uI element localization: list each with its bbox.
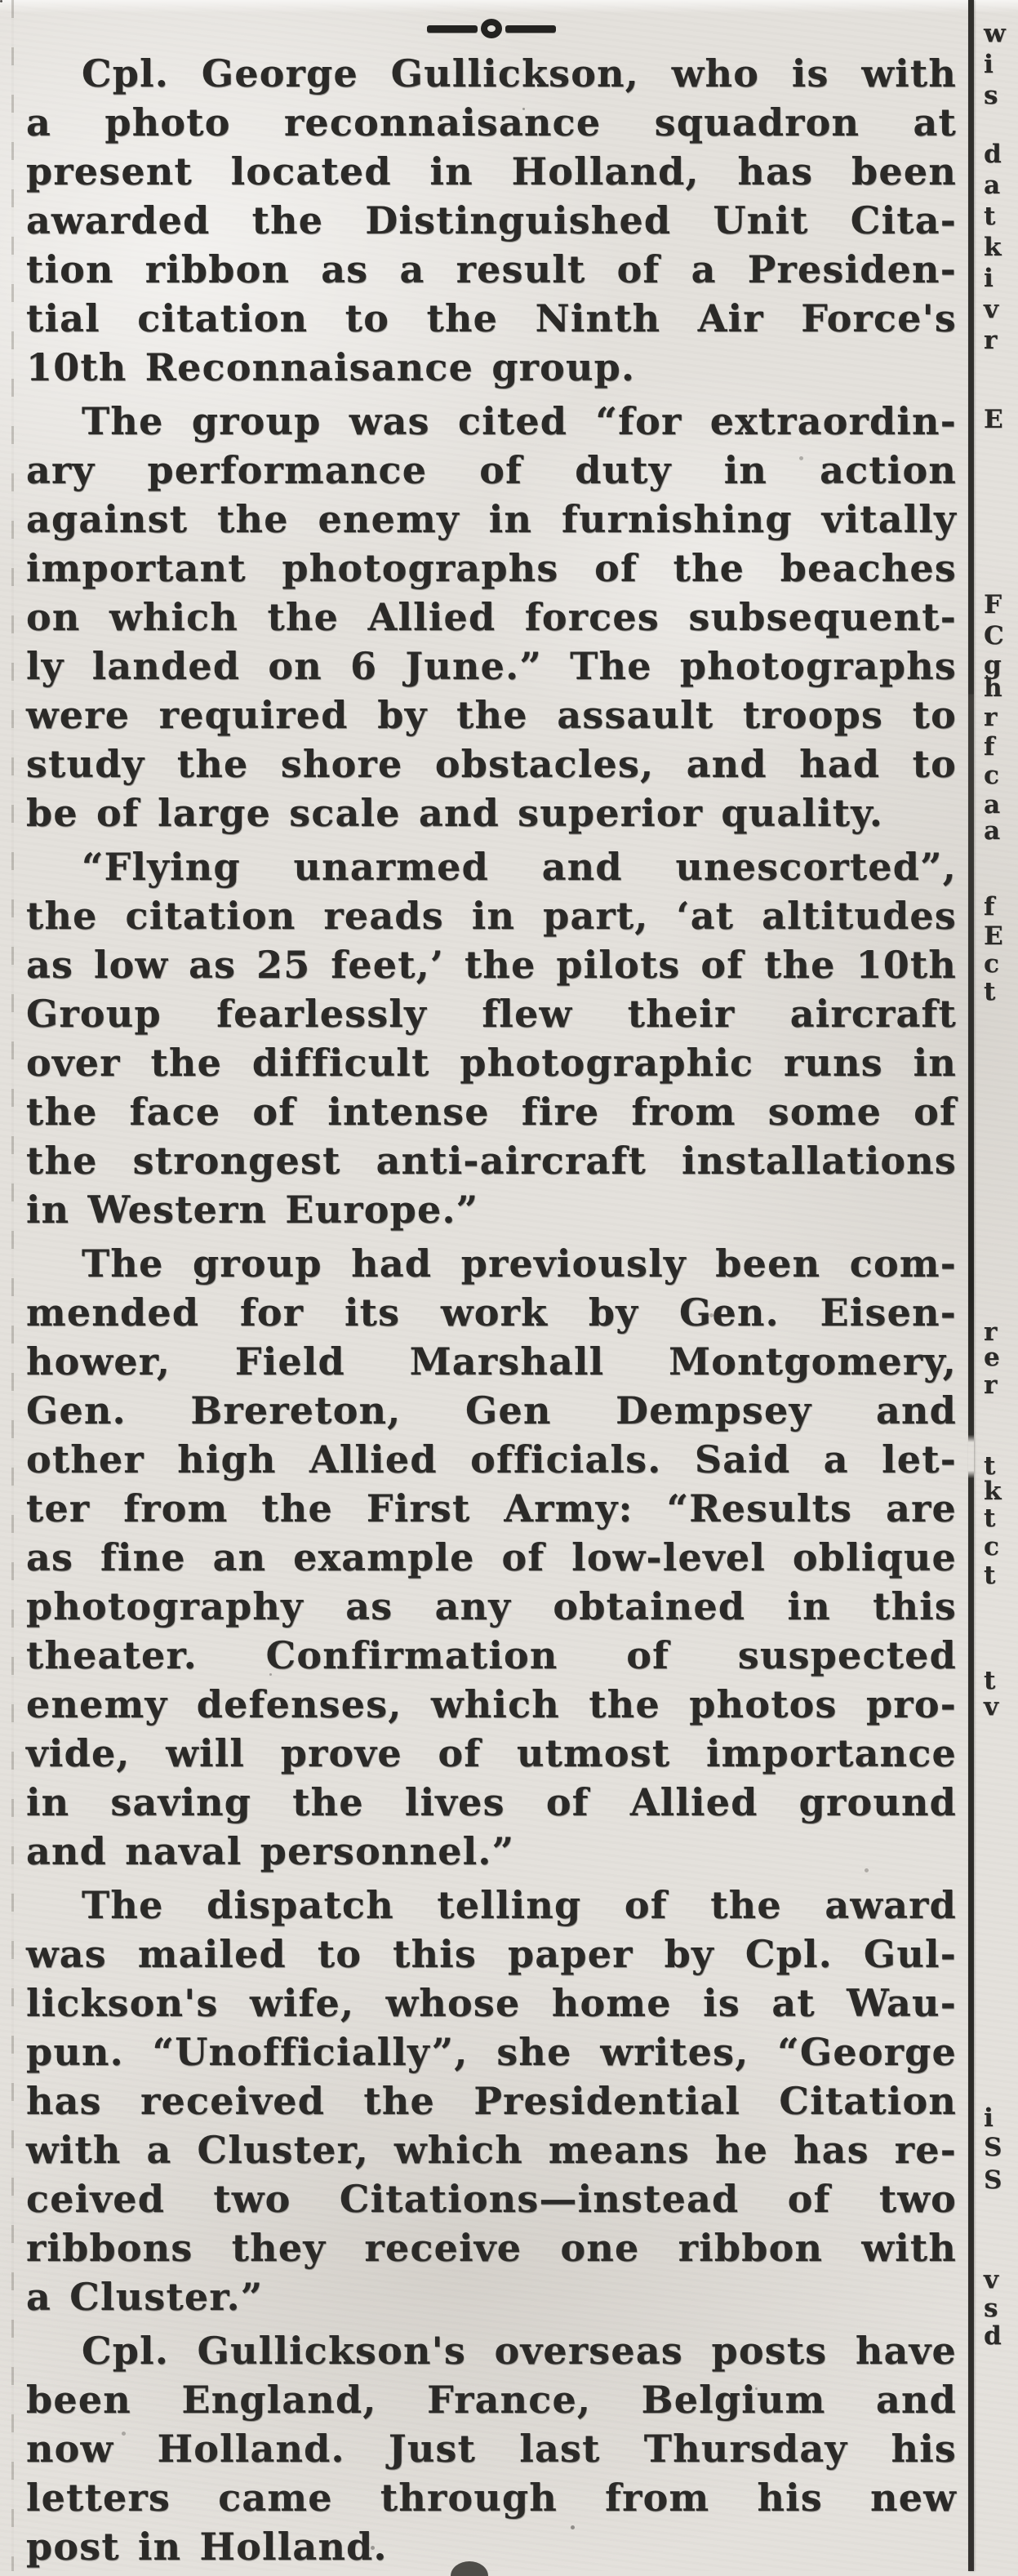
text-line: Cpl. Gullickson's overseas posts have bbox=[82, 2329, 957, 2373]
paper-specks bbox=[0, 0, 2, 2]
clipped-letter: k bbox=[984, 233, 1002, 262]
clipped-letter: S bbox=[984, 2165, 1002, 2195]
clipped-letter: a bbox=[984, 790, 1001, 819]
clipped-letter: v bbox=[984, 1692, 999, 1721]
text-line: ary performance of duty in action bbox=[26, 448, 957, 492]
clipped-letter: w bbox=[984, 19, 1006, 48]
clipped-letter: v bbox=[984, 295, 999, 324]
text-line: be of large scale and superior quality. bbox=[26, 791, 884, 835]
text-line: on which the Allied forces subsequent- bbox=[26, 595, 957, 639]
text-line: ter from the First Army: “Results are bbox=[26, 1486, 957, 1530]
clipped-letter: k bbox=[984, 1477, 1002, 1506]
clipped-letter: s bbox=[984, 81, 998, 110]
text-line: pun. “Unofficially”, she writes, “George bbox=[26, 2030, 957, 2074]
clipped-letter: t bbox=[984, 1666, 996, 1695]
clipped-letter: i bbox=[984, 50, 994, 79]
text-line: ly landed on 6 June.” The photographs bbox=[26, 644, 957, 688]
text-line: other high Allied officials. Said a let- bbox=[26, 1437, 957, 1481]
divider-right-dash bbox=[505, 25, 556, 33]
text-line: been England, France, Belgium and bbox=[26, 2378, 957, 2422]
text-line: a photo reconnaisance squadron at bbox=[26, 100, 957, 144]
text-line: and naval personnel.” bbox=[26, 1829, 515, 1873]
article-paragraph bbox=[26, 397, 957, 837]
clipped-letter: S bbox=[984, 2133, 1002, 2162]
adjacent-column-fragments bbox=[981, 0, 1018, 2571]
text-line: Gen. Brereton, Gen Dempsey and bbox=[26, 1388, 957, 1432]
text-line: The group had previously been com- bbox=[82, 1241, 957, 1286]
text-line: ribbons they receive one ribbon with bbox=[26, 2226, 957, 2270]
clipped-letter: f bbox=[984, 892, 995, 922]
text-line: enemy defenses, which the photos pro- bbox=[26, 1682, 957, 1726]
clipped-letter: d bbox=[984, 140, 1002, 169]
text-line: important photographs of the beaches bbox=[26, 546, 957, 590]
text-line: were required by the assault troops to bbox=[26, 693, 957, 737]
text-line: against the enemy in furnishing vitally bbox=[26, 497, 957, 541]
text-line: post in Holland. bbox=[26, 2525, 388, 2569]
clipped-letter: C bbox=[984, 621, 1004, 651]
divider-left-dash bbox=[427, 25, 478, 33]
text-line: has received the Presidential Citation bbox=[26, 2079, 957, 2123]
clipped-letter: t bbox=[984, 1503, 996, 1533]
clipped-letter: a bbox=[984, 816, 1001, 846]
text-line: in Western Europe.” bbox=[26, 1188, 479, 1232]
text-line: Cpl. George Gullickson, who is with bbox=[82, 51, 957, 95]
article-body bbox=[26, 49, 957, 2571]
clipped-letter: g bbox=[984, 651, 1002, 680]
text-line: photography as any obtained in this bbox=[26, 1584, 957, 1628]
text-line: “Flying unarmed and unescorted”, bbox=[82, 845, 957, 889]
clipped-letter: E bbox=[984, 922, 1003, 951]
clipped-letter: c bbox=[984, 1532, 999, 1561]
text-line: the strongest anti-aircraft installations bbox=[26, 1139, 957, 1183]
clipped-letter: c bbox=[984, 949, 999, 979]
clipped-letter: t bbox=[984, 977, 996, 1006]
text-line: over the difficult photographic runs in bbox=[26, 1041, 957, 1085]
section-divider-ornament bbox=[418, 16, 565, 41]
clipped-letter: E bbox=[984, 405, 1003, 434]
clipped-letter: t bbox=[984, 1451, 996, 1481]
article-paragraph bbox=[26, 1881, 957, 2321]
text-line: the face of intense fire from some of bbox=[26, 1090, 957, 1134]
text-line: present located in Holland, has been bbox=[26, 149, 957, 193]
text-line: ceived two Citations—instead of two bbox=[26, 2177, 957, 2221]
clipped-letter: d bbox=[984, 2321, 1002, 2351]
text-line: The group was cited “for extraordin- bbox=[82, 399, 957, 443]
text-line: study the shore obstacles, and had to bbox=[26, 742, 957, 786]
article-paragraph bbox=[26, 49, 957, 392]
text-line: 10th Reconnaisance group. bbox=[26, 345, 636, 389]
left-edge-broken-rule bbox=[11, 0, 14, 2571]
text-line: in saving the lives of Allied ground bbox=[26, 1780, 957, 1824]
clipped-letter: r bbox=[984, 1317, 998, 1347]
clipped-letter: i bbox=[984, 264, 994, 293]
text-line: mended for its work by Gen. Eisen- bbox=[26, 1290, 957, 1335]
text-line: theater. Confirmation of suspected bbox=[26, 1633, 957, 1677]
text-line: now Holland. Just last Thursday his bbox=[26, 2427, 957, 2471]
clipped-letter: c bbox=[984, 761, 999, 790]
article-paragraph bbox=[26, 842, 957, 1234]
text-line: letters came through from his new bbox=[26, 2476, 957, 2520]
text-line: hower, Field Marshall Montgomery, bbox=[26, 1339, 957, 1383]
text-line: tial citation to the Ninth Air Force's bbox=[26, 296, 957, 340]
article-paragraph bbox=[26, 2326, 957, 2571]
divider-circle bbox=[481, 19, 502, 38]
clipped-letter: f bbox=[984, 732, 995, 762]
clipped-letter: F bbox=[984, 590, 1002, 620]
clipped-letter: v bbox=[984, 2265, 999, 2294]
article-paragraph bbox=[26, 1239, 957, 1876]
text-line: The dispatch telling of the award bbox=[82, 1883, 957, 1927]
text-line: was mailed to this paper by Cpl. Gul- bbox=[26, 1932, 957, 1976]
text-line: lickson's wife, whose home is at Wau- bbox=[26, 1981, 957, 2025]
text-line: as fine an example of low-level oblique bbox=[26, 1535, 957, 1579]
clipped-letter: a bbox=[984, 171, 1001, 200]
clipped-letter: r bbox=[984, 326, 998, 355]
text-line: with a Cluster, which means he has re- bbox=[26, 2128, 957, 2172]
clipped-letter: h bbox=[984, 673, 1002, 703]
clipped-letter: r bbox=[984, 703, 998, 732]
text-line: as low as 25 feet,’ the pilots of the 10th bbox=[26, 943, 957, 987]
column-rule bbox=[968, 0, 974, 2571]
text-line: a Cluster.” bbox=[26, 2275, 264, 2319]
clipped-letter: t bbox=[984, 202, 996, 231]
text-line: Group fearlessly flew their aircraft bbox=[26, 992, 957, 1036]
clipped-letter: e bbox=[984, 1343, 1000, 1372]
text-line: vide, will prove of utmost importance bbox=[26, 1731, 957, 1775]
text-line: the citation reads in part, ‘at altitudes bbox=[26, 894, 957, 938]
text-line: tion ribbon as a result of a Presiden- bbox=[26, 247, 957, 291]
text-line: awarded the Distinguished Unit Cita- bbox=[26, 198, 957, 242]
clipped-letter: r bbox=[984, 1370, 998, 1400]
clipped-letter: t bbox=[984, 1561, 996, 1590]
clipped-letter: s bbox=[984, 2294, 998, 2323]
article-column bbox=[26, 0, 957, 2576]
clipped-letter: i bbox=[984, 2103, 994, 2133]
